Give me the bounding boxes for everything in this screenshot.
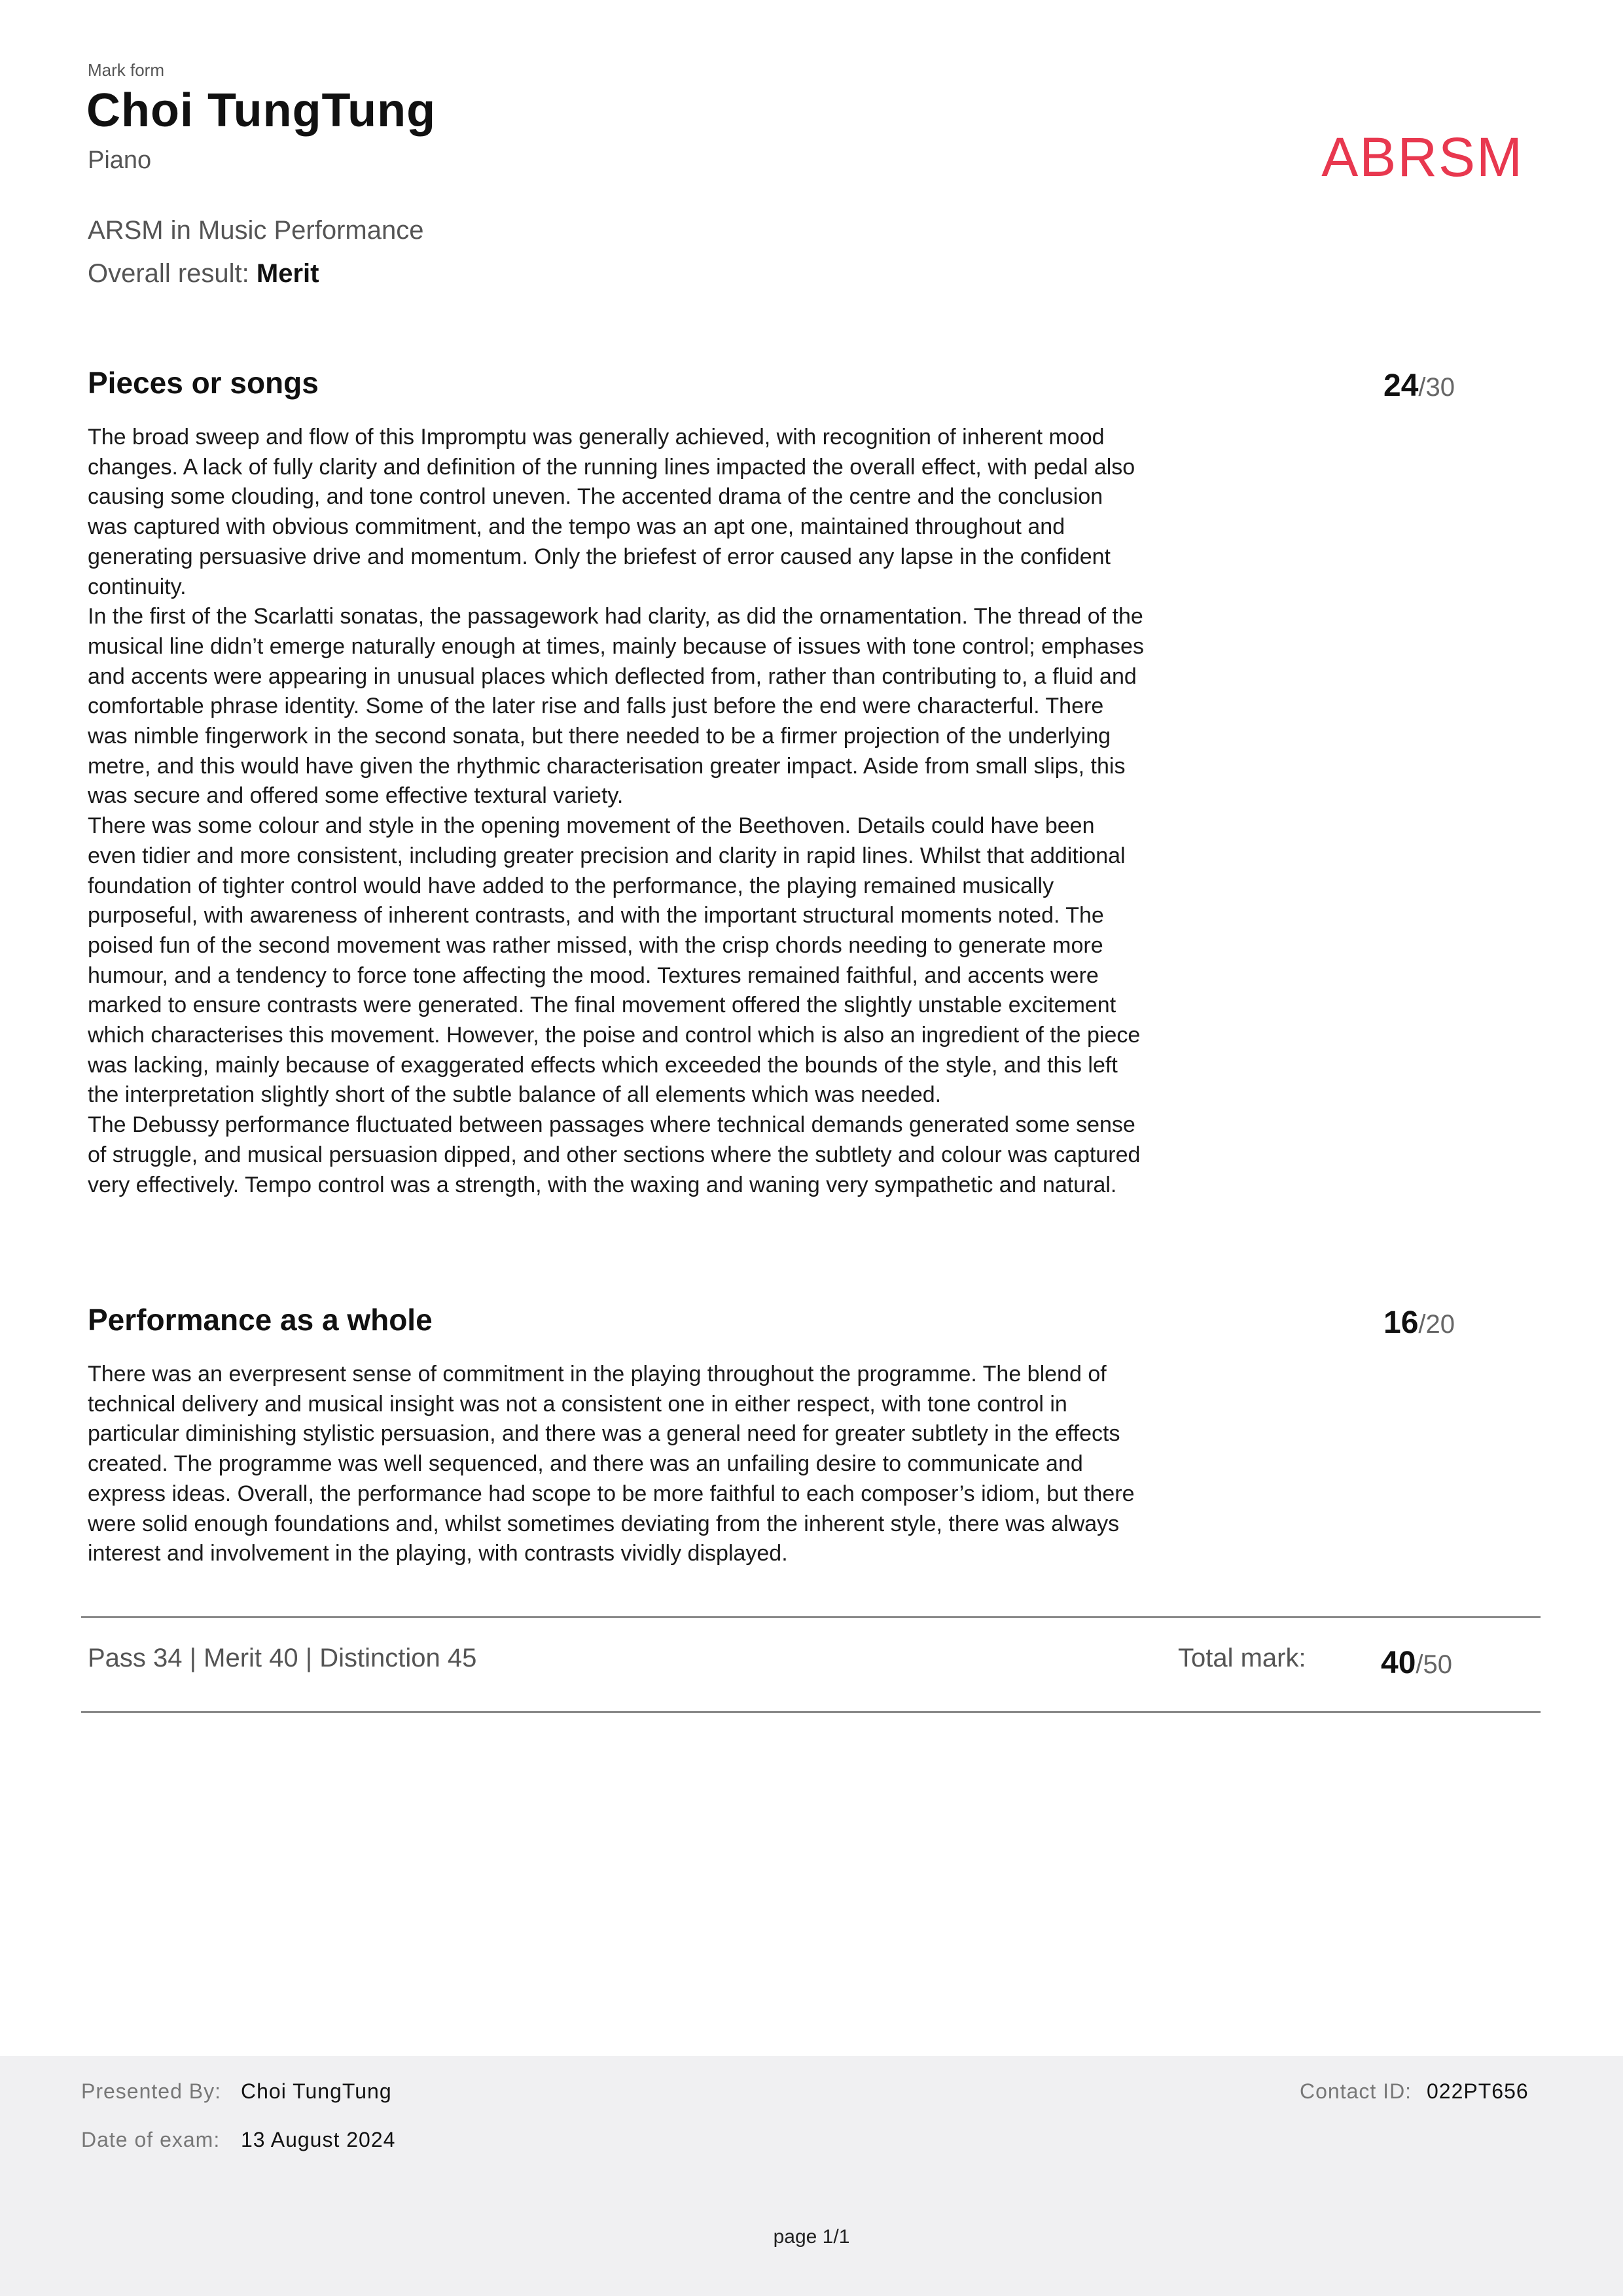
section-title-pieces: Pieces or songs xyxy=(88,366,319,400)
overall-result-label: Overall result: xyxy=(88,259,249,288)
grade-thresholds: Pass 34 | Merit 40 | Distinction 45 xyxy=(88,1644,477,1672)
section-score-pieces xyxy=(1383,368,1455,404)
divider-top xyxy=(81,1616,1541,1618)
exam-date-value: 13 August 2024 xyxy=(241,2128,396,2151)
qualification: ARSM in Music Performance xyxy=(88,216,424,245)
total-mark xyxy=(1381,1645,1452,1681)
score-max: /20 xyxy=(1418,1310,1455,1339)
total-mark-max: /50 xyxy=(1416,1650,1452,1679)
score-max: /30 xyxy=(1418,373,1455,402)
comment-paragraph: The Debussy performance fluctuated between passages where technical demands generated some sense of struggle, and musical persuasion dipped, and other sections where the subtlety and colour was captured very effectively. Tempo control was a strength, with the waxing and waning very sympathetic and natural. xyxy=(88,1112,1141,1197)
score-value: 16 xyxy=(1383,1305,1419,1340)
abrsm-logo: ABRSM xyxy=(1321,126,1524,188)
candidate-name: Choi TungTung xyxy=(86,84,437,137)
doc-type-label: Mark form xyxy=(88,60,164,80)
section-comments-performance xyxy=(88,1360,1148,1569)
comment-paragraph: In the first of the Scarlatti sonatas, the passagework had clarity, as did the ornamentation. The thread of the musical line didn’t emerge naturally enough at times, mainly because of issues with tone control; emphases and accents were appearing in unusual places which deflected from, rather than contributing to, a fluid and comfortable phrase identity. Some of the later rise and falls just before the end were characterful. There was nimble fingerwork in the second sonata, but there needed to be a firmer projection of the underlying metre, and this would have given the rhythmic characterisation greater impact. Aside from small slips, this was secure and offered some effective textural variety. xyxy=(88,604,1144,809)
exam-date-label: Date of exam: xyxy=(81,2128,221,2151)
score-value: 24 xyxy=(1383,368,1419,403)
section-title-performance: Performance as a whole xyxy=(88,1303,433,1337)
contact-id-label: Contact ID: xyxy=(1300,2079,1412,2103)
total-mark-value: 40 xyxy=(1381,1646,1416,1680)
comment-paragraph: There was an everpresent sense of commitment in the playing throughout the programme. The blend of technical delivery and musical insight was not a consistent one in either respect, with tone control in particular diminishing stylistic persuasion, and there was a general need for greater subtlety in the effects created. The programme was well sequenced, and there was an unfailing desire to communicate and express ideas. Overall, the performance had scope to be more faithful to each composer’s idiom, but there were solid enough foundations and, whilst sometimes deviating from the inherent style, there was always interest and involvement in the playing, with contrasts vividly displayed. xyxy=(88,1362,1135,1566)
overall-result xyxy=(88,259,319,289)
presented-by-value: Choi TungTung xyxy=(241,2079,392,2103)
page-number: page 1/1 xyxy=(773,2226,850,2248)
comment-paragraph: There was some colour and style in the opening movement of the Beethoven. Details could have been even tidier and more consistent, including greater precision and clarity in rapid lines. Whilst that additional foundation of tighter control would have added to the performance, the playing remained musically purposeful, with awareness of inherent contrasts, and with the important structural moments noted. The poised fun of the second movement was rather missed, with the crisp chords needing to generate more humour, and a tendency to force tone affecting the mood. Textures remained faithful, and accents were marked to ensure contrasts were generated. The final movement offered the slightly unstable excitement which characterises this movement. However, the poise and control which is also an ingredient of the piece was lacking, mainly because of exaggerated effects which exceeded the bounds of the style, and this left the interpretation slightly short of the subtle balance of all elements which was needed. xyxy=(88,813,1141,1108)
presented-by-label: Presented By: xyxy=(81,2079,221,2103)
section-score-performance xyxy=(1383,1305,1455,1341)
comment-paragraph: The broad sweep and flow of this Impromptu was generally achieved, with recognition of inherent mood changes. A lack of fully clarity and definition of the running lines impacted the overall effect, with pedal also causing some clouding, and tone control uneven. The accented drama of the centre and the conclusion was captured with obvious commitment, and the tempo was an apt one, maintained throughout and generating persuasive drive and momentum. Only the briefest of error caused any lapse in the confident continuity. xyxy=(88,425,1135,599)
overall-result-value: Merit xyxy=(256,259,319,288)
instrument: Piano xyxy=(88,147,152,174)
section-comments-pieces xyxy=(88,423,1148,1200)
divider-bottom xyxy=(81,1711,1541,1713)
contact-id-value: 022PT656 xyxy=(1427,2079,1529,2103)
total-mark-label: Total mark: xyxy=(1178,1644,1306,1672)
